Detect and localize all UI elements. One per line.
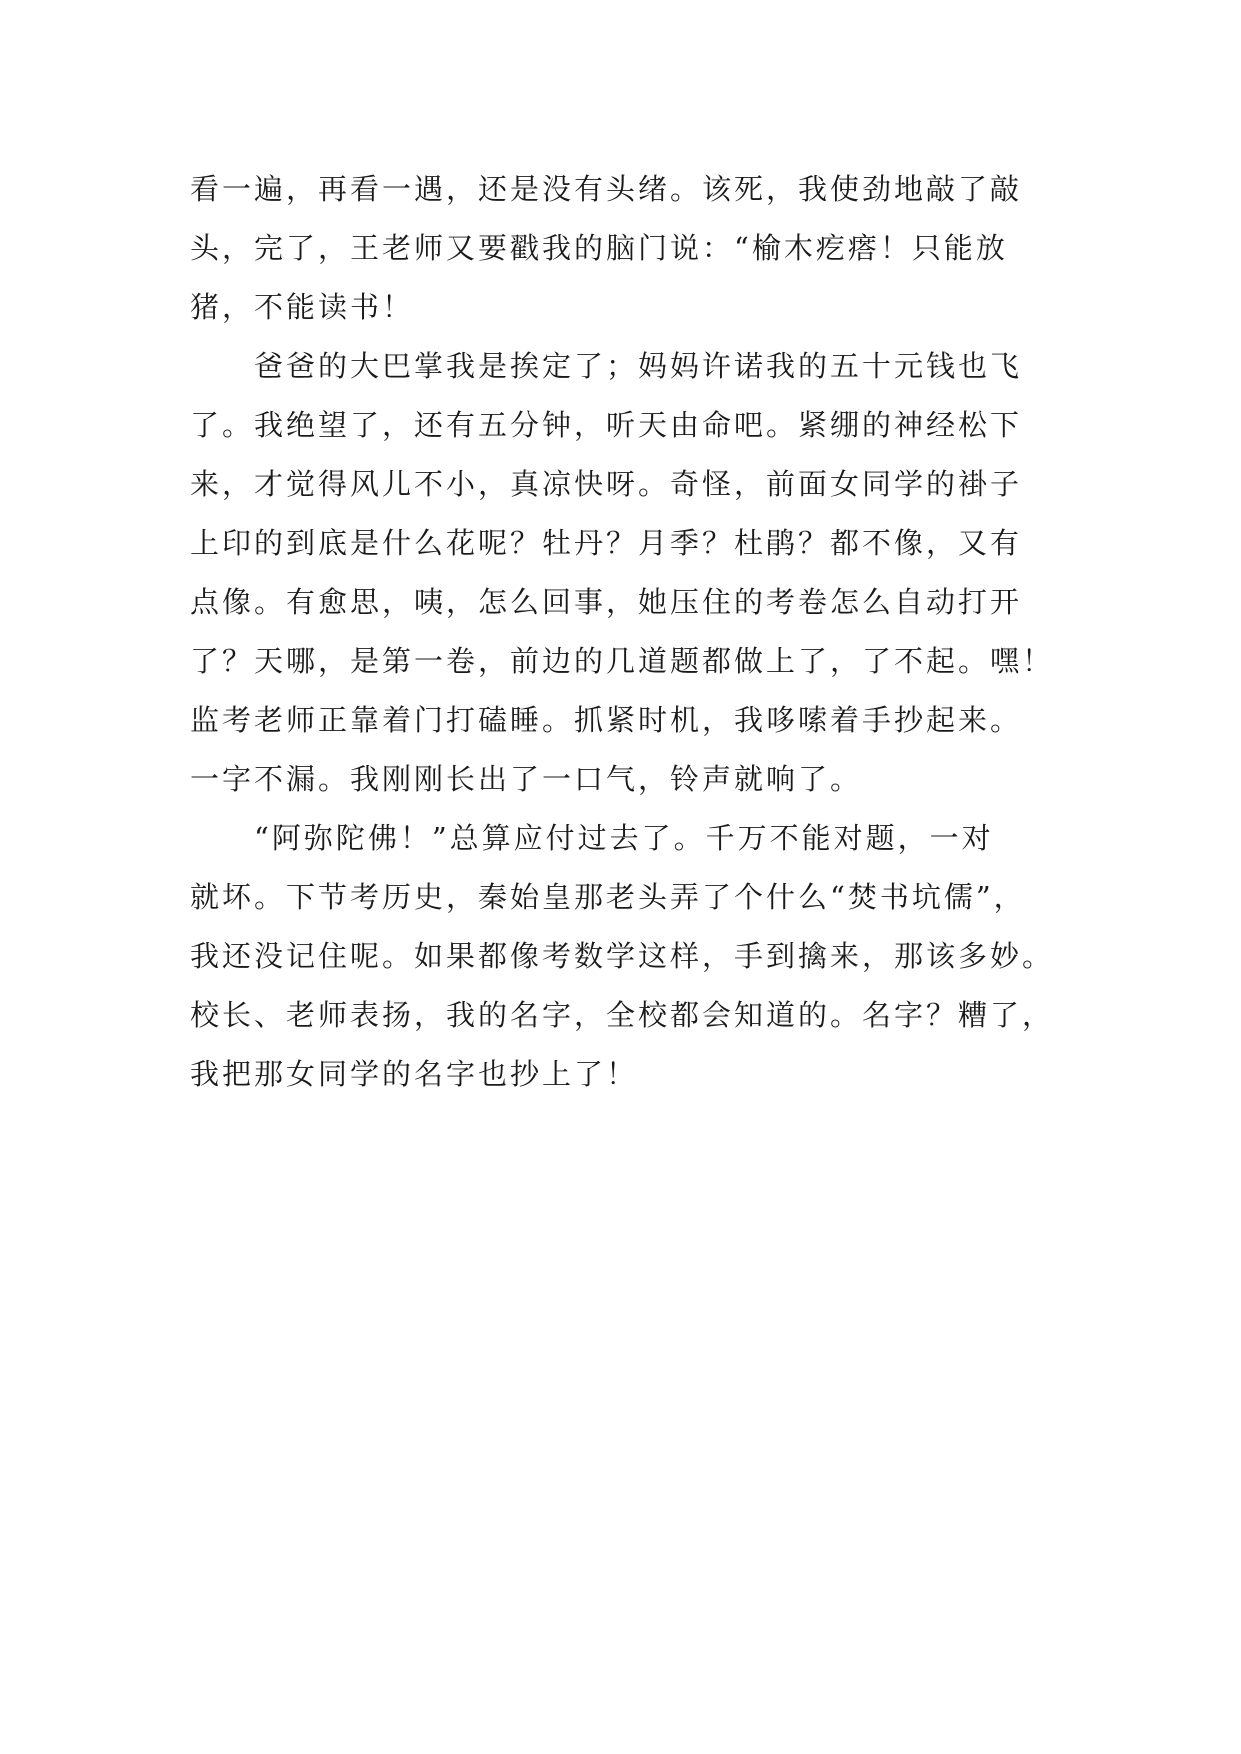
text-line: 头，完了，王老师又要戳我的脑门说：“榆木疙瘩！只能放 (190, 231, 1008, 265)
document-body (190, 160, 1070, 1104)
text-line: 猪，不能读书！ (190, 290, 415, 324)
text-line: 来，才觉得风儿不小，真凉快呀。奇怪，前面女同学的褂子 (190, 467, 1023, 501)
text-line: 看一遍，再看一遇，还是没有头绪。该死，我使劲地敲了敲 (190, 172, 1023, 206)
text-line: 监考老师正靠着门打磕睡。抓紧时机，我哆嗦着手抄起来。 (190, 703, 1023, 737)
text-line: 点像。有愈思，咦，怎么回事，她压住的考卷怎么自动打开 (190, 585, 1023, 619)
text-line: “阿弥陀佛！”总算应付过去了。千万不能对题，一对 (254, 821, 994, 855)
paragraph (190, 160, 1070, 337)
text-line: 了。我绝望了，还有五分钟，听天由命吧。紧绷的神经松下 (190, 408, 1023, 442)
paragraph (190, 337, 1070, 809)
text-line: 上印的到底是什么花呢？牡丹？月季？杜鹃？都不像，又有 (190, 526, 1023, 560)
text-line: 我把那女同学的名字也抄上了！ (190, 1057, 639, 1091)
text-line: 爸爸的大巴掌我是挨定了；妈妈许诺我的五十元钱也飞 (254, 349, 1023, 383)
text-line: 我还没记住呢。如果都像考数学这样，手到擒来，那该多妙。 (190, 939, 1055, 973)
text-line: 校长、老师表扬，我的名字，全校都会知道的。名字？糟了， (190, 998, 1055, 1032)
paragraph (190, 809, 1070, 1104)
text-line: 就坏。下节考历史，秦始皇那老头弄了个什么“焚书坑儒”， (190, 880, 1026, 914)
text-line: 了？天哪，是第一卷，前边的几道题都做上了，了不起。嘿！ (190, 644, 1055, 678)
text-line: 一字不漏。我刚刚长出了一口气，铃声就响了。 (190, 762, 863, 796)
